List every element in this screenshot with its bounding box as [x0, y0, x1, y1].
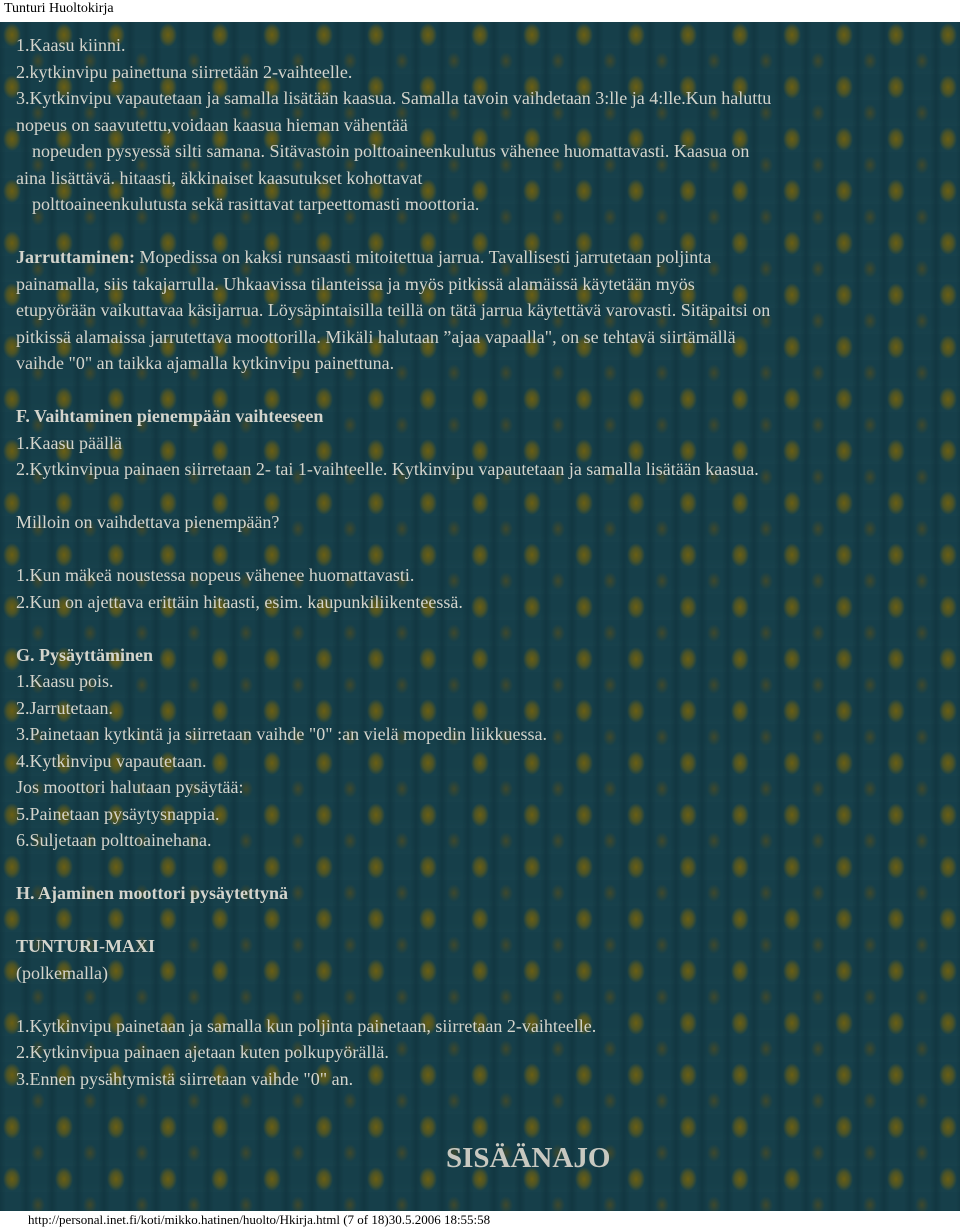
- braking-paragraph-line3: etupyörään vaikuttavaa käsijarrua. Löysäpintaisilla teillä on tätä jarrua käytettävä varovasti. Sitäpaitsi on: [16, 300, 771, 320]
- maxi-heading: TUNTURI-MAXI: [16, 936, 155, 956]
- step-g6: 6.Suljetaan polttoainehana.: [16, 830, 212, 850]
- step-f2: 2.Kytkinvipua painaen siirretaan 2- tai 1-vaihteelle. Kytkinvipu vapautetaan ja samalla lisätään kaasua.: [16, 459, 759, 479]
- step-e3-line2: nopeus on saavutettu,voidaan kaasua hieman vähentää: [16, 114, 408, 135]
- step-e3-line5: polttoaineenkulutusta sekä rasittavat tarpeettomasti moottoria.: [32, 194, 480, 214]
- print-footer-url: http://personal.inet.fi/koti/mikko.hatinen/huolto/Hkirja.html (7 of 18)30.5.2006 18:55:58: [0, 1211, 960, 1229]
- spacer: [16, 377, 946, 404]
- braking-paragraph-line1: [16, 244, 946, 271]
- spacer: [16, 615, 946, 642]
- spacer: [16, 536, 946, 563]
- manual-page: [0, 22, 960, 1211]
- section-h-heading: H. Ajaminen moottori pysäytettynä: [16, 883, 288, 903]
- answer-f2: 2.Kun on ajettava erittäin hitaasti, esim. kaupunkiliikenteessä.: [16, 591, 463, 612]
- spacer: [16, 218, 946, 245]
- spacer: [16, 986, 946, 1013]
- step-g5: 5.Painetaan pysäytysnappia.: [16, 803, 220, 824]
- braking-heading: Jarruttaminen:: [16, 247, 135, 267]
- step-f1: 1.Kaasu päällä: [16, 432, 122, 453]
- step-g1: 1.Kaasu pois.: [16, 671, 114, 691]
- section-f-heading: F. Vaihtaminen pienempään vaihteeseen: [16, 406, 324, 426]
- step-e2: 2.kytkinvipu painettuna siirretään 2-vaihteelle.: [16, 61, 353, 82]
- step-e3-line1: 3.Kytkinvipu vapautetaan ja samalla lisätään kaasua. Samalla tavoin vaihdetaan 3:lle ja 4:lle.Kun haluttu: [16, 88, 772, 108]
- maxi-step2: 2.Kytkinvipua painaen ajetaan kuten polkupyörällä.: [16, 1042, 389, 1062]
- step-e3-line4: aina lisättävä. hitaasti, äkkinaiset kaasutukset kohottavat: [16, 167, 423, 188]
- step-g2: 2.Jarrutetaan.: [16, 697, 113, 718]
- section-g-note: Jos moottori halutaan pysäytää:: [16, 777, 244, 797]
- maxi-step1: 1.Kytkinvipu painetaan ja samalla kun poljinta painetaan, siirretaan 2-vaihteelle.: [16, 1015, 597, 1036]
- step-e3-line3: nopeuden pysyessä silti samana. Sitävastoin polttoaineenkulutus vähenee huomattavasti. Kaasua on: [32, 141, 750, 161]
- step-e1: 1.Kaasu kiinni.: [16, 35, 126, 55]
- section-g-heading: G. Pysäyttäminen: [16, 644, 153, 665]
- maxi-subheading: (polkemalla): [16, 962, 108, 983]
- spacer: [16, 483, 946, 510]
- step-g3: 3.Painetaan kytkintä ja siirretaan vaihde "0" :an vielä mopedin liikkuessa.: [16, 724, 548, 744]
- spacer: [16, 907, 946, 934]
- braking-text-line1: Mopedissa on kaksi runsaasti mitoitettua jarrua. Tavallisesti jarrutetaan poljinta: [134, 247, 712, 267]
- answer-f1: 1.Kun mäkeä noustessa nopeus vähenee huomattavasti.: [16, 565, 415, 585]
- next-section-title: SISÄÄNAJO: [446, 1142, 611, 1174]
- step-g4: 4.Kytkinvipu vapautetaan.: [16, 750, 207, 771]
- braking-paragraph-line5: vaihde "0" an taikka ajamalla kytkinvipu painettuna.: [16, 353, 395, 373]
- maxi-step3: 3.Ennen pysähtymistä siirretaan vaihde "0" an.: [16, 1068, 354, 1089]
- page-content: [16, 32, 946, 1092]
- section-f-question: Milloin on vaihdettava pienempään?: [16, 512, 280, 532]
- braking-paragraph-line2: painamalla, siis takajarrulla. Uhkaavissa tilanteissa ja myös pitkissä alamäissä käytetään myös: [16, 273, 695, 294]
- print-header: Tunturi Huoltokirja: [0, 0, 960, 22]
- spacer: [16, 854, 946, 881]
- braking-paragraph-line4: pitkissä alamaissa jarrutettava moottorilla. Mikäli halutaan ”ajaa vapaalla", on se tehtavä siirtämällä: [16, 326, 736, 347]
